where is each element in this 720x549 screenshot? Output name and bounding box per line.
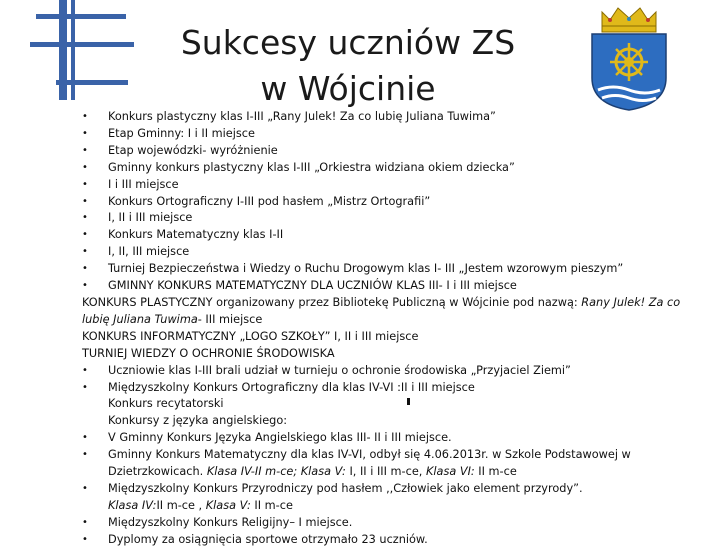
przyrodniczy-result-iv: II m-ce , [156,498,206,512]
stripe-vertical-left [59,0,67,100]
list-item: • I, II i III miejsce [82,210,694,227]
crown-icon [602,8,656,32]
list-item: • GMINNY KONKURS MATEMATYCZNY DLA UCZNIÓW KLAS III- I i III miejsce [82,278,694,295]
list-item: • Międzyszkolny Konkurs Ortograficzny dla klas IV-VI :II i III miejsce [82,380,694,397]
list-item-continuation: Konkursy z języka angielskiego: [108,414,288,428]
przyrodniczy-class-v: Klasa V: [205,498,251,512]
list-item: • Konkurs Matematyczny klas I-II [82,227,694,244]
list-item: • V Gminny Konkurs Języka Angielskiego klas III- II i III miejsce. [82,430,694,447]
list-item: • Etap Gminny: I i II miejsce [82,126,694,143]
stripe-middle [30,42,134,47]
matematyczny-class-iv-v: Klasa IV-II m-ce; Klasa V: [206,465,346,479]
list-item-continuation: Konkurs recytatorski [108,397,224,411]
list-item: • Międzyszkolny Konkurs Przyrodniczy pod hasłem ,,Człowiek jako element przyrody”. [82,481,694,498]
list-item: • I i III miejsce [82,177,694,194]
stripe-vertical-right [71,0,75,100]
list-item: • Konkurs plastyczny klas I-III „Rany Julek! Za co lubię Juliana Tuwima” [82,109,694,126]
matematyczny-result-v: I, II i III m-ce, [345,465,426,479]
list-item: • Dyplomy za osiągnięcia sportowe otrzymało 23 uczniów. [82,532,694,549]
page-title [168,20,528,112]
decorative-stripes [30,0,140,100]
gmina-coat-of-arms-icon [588,2,670,112]
matematyczny-location: Dzietrzkowicach. [108,465,207,479]
list-item-continuation [82,464,694,481]
konkurs-plastyczny-paragraph [82,295,694,329]
list-item: • I, II, III miejsce [82,244,694,261]
list-item: • Uczniowie klas I-III brali udział w turnieju o ochronie środowiska „Przyjaciel Ziemi” [82,363,694,380]
title-line-2: w Wójcinie [260,69,436,108]
list-item: • Gminny Konkurs Matematyczny dla klas IV-VI, odbył się 4.06.2013r. w Szkole Podstawowej w [82,447,694,464]
plastyczny-prefix: KONKURS PLASTYCZNY organizowany przez Bibliotekę Publiczną w Wójcinie pod nazwą: [82,295,582,309]
list-item: • Turniej Bezpieczeństwa i Wiedzy o Ruchu Drogowym klas I- III „Jestem wzorowym pieszym” [82,261,694,278]
plastyczny-title: Rany Julek! Za co lubię Juliana Tuwima [82,295,681,326]
przyrodniczy-result-v: II m-ce [250,498,293,512]
konkurs-informatyczny: KONKURS INFORMATYCZNY „LOGO SZKOŁY” I, II i III miejsce [82,329,419,343]
title-line-1: Sukcesy uczniów ZS [180,23,516,62]
przyrodniczy-class-iv: Klasa IV: [108,498,157,512]
achievements-list [82,109,694,549]
matematyczny-result-vi: II m-ce [474,465,517,479]
list-item: • Międzyszkolny Konkurs Religijny– I miejsce. [82,515,694,532]
list-item: • Gminny konkurs plastyczny klas I-III „Orkiestra widziana okiem dziecka” [82,160,694,177]
stray-mark [407,398,410,405]
list-item: • Konkurs Ortograficzny I-III pod hasłem „Mistrz Ortografii” [82,194,694,211]
matematyczny-class-vi: Klasa VI: [425,465,475,479]
list-item: • Etap wojewódzki- wyróżnienie [82,143,694,160]
list-item-continuation [82,498,694,515]
turniej-heading: TURNIEJ WIEDZY O OCHRONIE ŚRODOWISKA [82,346,335,360]
plastyczny-result: - III miejsce [197,312,263,326]
stripe-top [36,14,126,19]
